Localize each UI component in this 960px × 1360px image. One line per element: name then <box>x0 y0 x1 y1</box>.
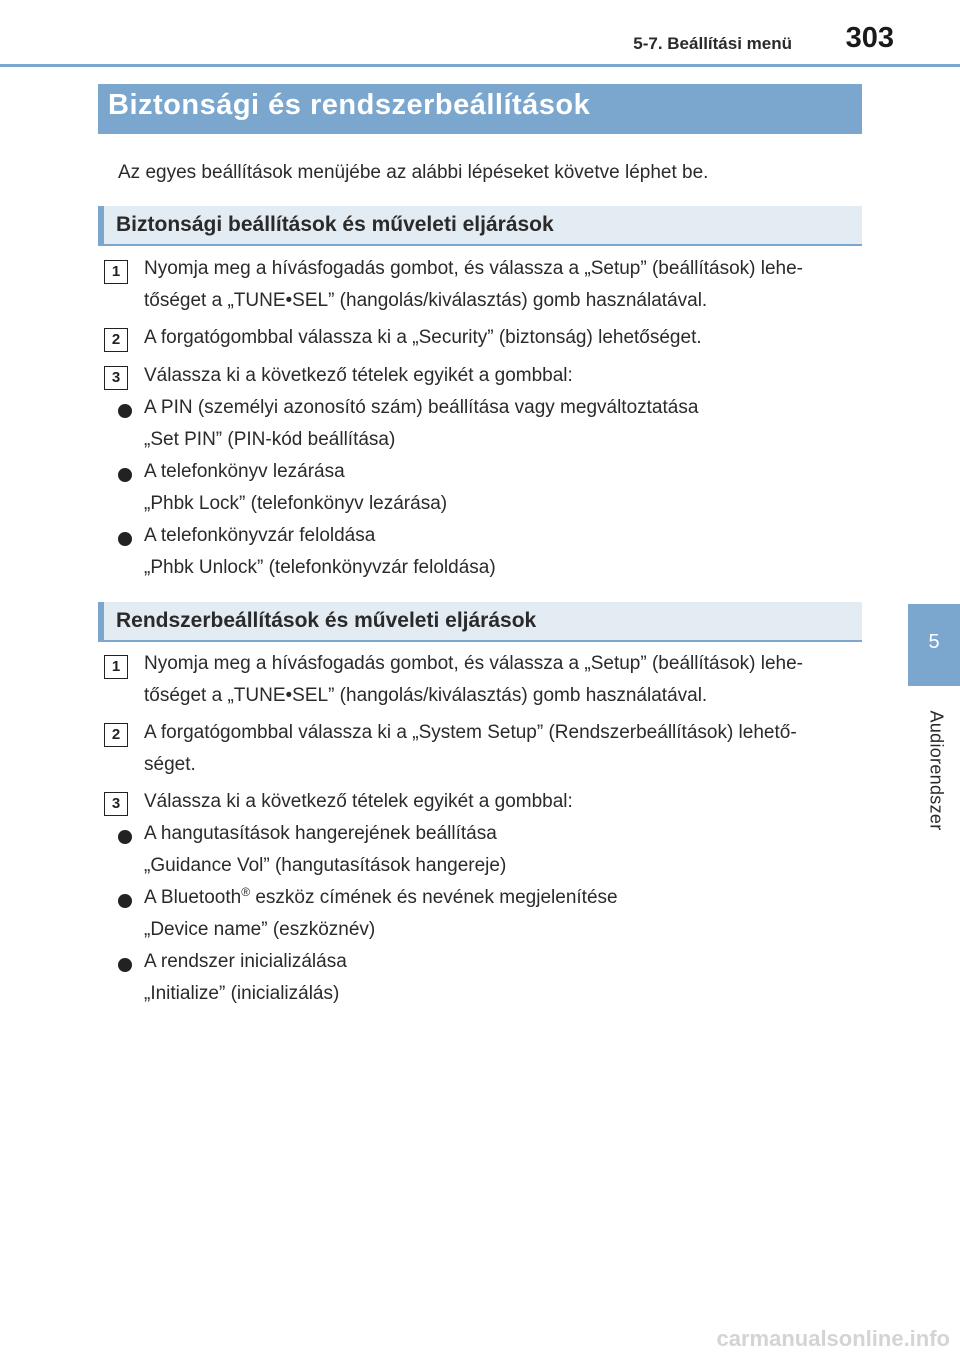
system-heading-text: Rendszerbeállítások és műveleti eljárások <box>116 609 537 632</box>
security-step-2-number: 2 <box>104 328 128 352</box>
page-title: Biztonsági és rendszerbeállítások <box>108 89 591 121</box>
bullet-icon <box>118 468 132 482</box>
security-option-3-title: A telefonkönyvzár feloldása <box>144 525 376 546</box>
bullet-icon <box>118 830 132 844</box>
security-step-3-number: 3 <box>104 366 128 390</box>
security-step-1-line-1: Nyomja meg a hívásfogadás gombot, és válassza a „Setup” (beállítások) lehe- <box>144 258 803 279</box>
page-number: 303 <box>845 22 894 54</box>
bullet-icon <box>118 404 132 418</box>
system-option-2-title: A Bluetooth® eszköz címének és nevének megjelenítése <box>144 885 618 908</box>
chapter-tab: 5 <box>908 604 960 686</box>
security-section-heading <box>98 206 862 246</box>
security-heading-text: Biztonsági beállítások és műveleti eljárások <box>116 213 554 236</box>
system-option-3-label: „Initialize” (inicializálás) <box>144 983 340 1004</box>
bullet-icon <box>118 532 132 546</box>
chapter-label <box>924 702 948 842</box>
system-option-3-title: A rendszer inicializálása <box>144 951 347 972</box>
security-option-1-title: A PIN (személyi azonosító szám) beállítása vagy megváltoztatása <box>144 397 699 418</box>
watermark: carmanualsonline.info <box>716 1326 950 1351</box>
system-option-1-label: „Guidance Vol” (hangutasítások hangereje) <box>144 855 507 876</box>
section-title: 5-7. Beállítási menü <box>633 34 792 53</box>
registered-mark: ® <box>241 885 251 899</box>
system-option-1-title: A hangutasítások hangerejének beállítása <box>144 823 497 844</box>
system-section-heading <box>98 602 862 642</box>
system-step-2-number: 2 <box>104 723 128 747</box>
security-step-2-line-1: A forgatógombbal válassza ki a „Security” (biztonság) lehetőséget. <box>144 327 702 348</box>
system-step-2-line-1: A forgatógombbal válassza ki a „System Setup” (Rendszerbeállítások) lehető- <box>144 722 797 743</box>
system-step-3-number: 3 <box>104 792 128 816</box>
chapter-label-text: Audiorendszer <box>926 710 947 831</box>
intro-text: Az egyes beállítások menüjébe az alábbi lépéseket követve léphet be. <box>118 162 709 183</box>
header-divider <box>0 64 960 67</box>
bullet-icon <box>118 894 132 908</box>
security-option-1-label: „Set PIN” (PIN-kód beállítása) <box>144 429 396 450</box>
security-step-3-line-1: Válassza ki a következő tételek egyikét a gombbal: <box>144 365 573 386</box>
system-step-1-line-1: Nyomja meg a hívásfogadás gombot, és válassza a „Setup” (beállítások) lehe- <box>144 653 803 674</box>
security-step-1-number: 1 <box>104 260 128 284</box>
system-step-3-line-1: Válassza ki a következő tételek egyikét a gombbal: <box>144 791 573 812</box>
security-option-3-label: „Phbk Unlock” (telefonkönyvzár feloldása) <box>144 557 496 578</box>
security-option-2-label: „Phbk Lock” (telefonkönyv lezárása) <box>144 493 448 514</box>
page-title-band <box>98 84 862 134</box>
system-step-1-number: 1 <box>104 655 128 679</box>
security-option-2-title: A telefonkönyv lezárása <box>144 461 345 482</box>
system-step-2-line-2: séget. <box>144 754 196 775</box>
system-option-2-label: „Device name” (eszköznév) <box>144 919 376 940</box>
system-step-1-line-2: tőséget a „TUNE•SEL” (hangolás/kiválasztás) gomb használatával. <box>144 685 708 706</box>
security-step-1-line-2: tőséget a „TUNE•SEL” (hangolás/kiválasztás) gomb használatával. <box>144 290 708 311</box>
bullet-icon <box>118 958 132 972</box>
